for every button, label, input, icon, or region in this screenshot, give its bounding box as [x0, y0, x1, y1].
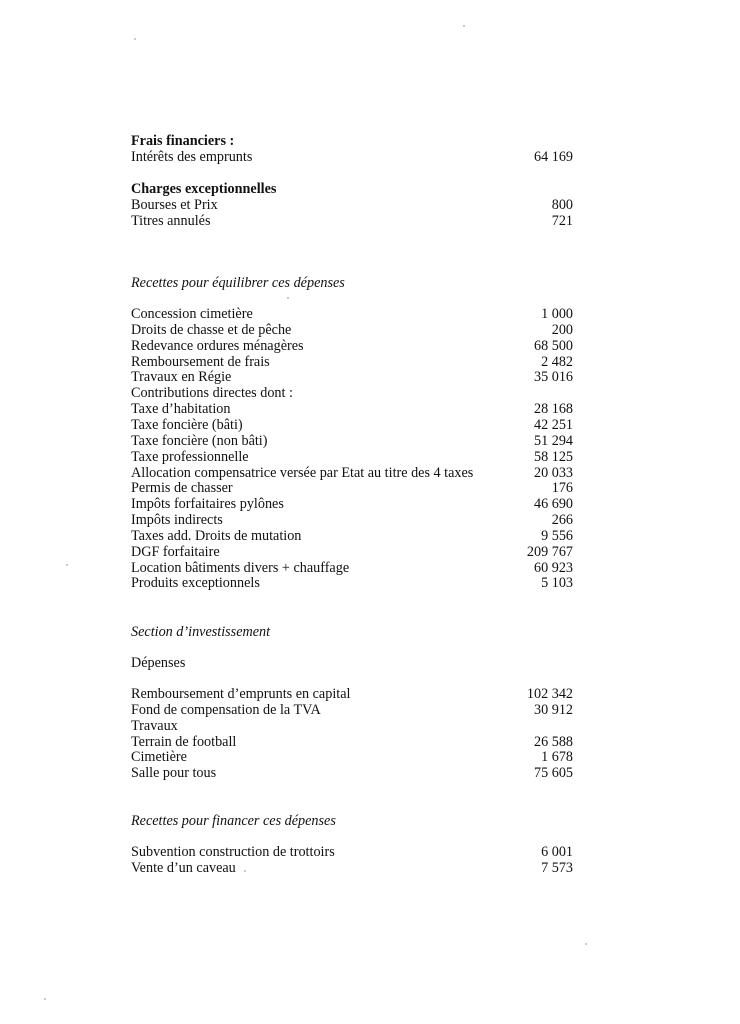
line-item-label: Remboursement de frais: [131, 353, 270, 370]
line-item-label: Taxe foncière (bâti): [131, 416, 243, 433]
line-item-label: Salle pour tous: [131, 765, 217, 782]
line-item: [131, 496, 573, 512]
line-item-label: Contributions directes dont :: [131, 385, 293, 402]
line-item: [131, 369, 573, 385]
line-item-amount: 6 001: [541, 844, 573, 860]
line-item-label: Subvention construction de trottoirs: [131, 844, 335, 860]
line-item-amount: 800: [551, 197, 573, 213]
line-item: [131, 544, 573, 560]
section-heading-text: Recettes pour équilibrer ces dépenses: [131, 275, 345, 291]
line-item-amount: 5 103: [541, 575, 573, 592]
scan-speck: [287, 297, 289, 299]
line-item-amount: 30 912: [533, 701, 573, 718]
section-heading: [131, 655, 573, 671]
line-item: [131, 860, 573, 876]
line-item-amount: 35 016: [533, 369, 573, 386]
section-heading: [131, 275, 573, 291]
line-item-label: Vente d’un caveau: [131, 859, 236, 876]
line-item: [131, 560, 573, 576]
line-item-amount: 1 000: [541, 306, 573, 322]
section-heading-text: Charges exceptionnelles: [131, 181, 277, 197]
line-item-amount: 7 573: [541, 859, 573, 876]
line-item-amount: 176: [551, 480, 573, 497]
line-item: [131, 149, 573, 165]
line-item: [131, 322, 573, 338]
line-item: [131, 718, 573, 734]
line-item-label: DGF forfaitaire: [131, 543, 220, 560]
line-item: [131, 465, 573, 481]
line-item-label: Impôts forfaitaires pylônes: [131, 496, 284, 513]
line-item-label: Intérêts des emprunts: [131, 149, 253, 165]
line-item-amount: 75 605: [533, 765, 573, 782]
line-item-amount: 64 169: [533, 149, 573, 165]
line-item-label: Travaux en Régie: [131, 369, 232, 386]
section-heading: [131, 624, 573, 640]
section-heading: [131, 813, 573, 829]
line-item-label: Cimetière: [131, 749, 187, 766]
line-item-label: Redevance ordures ménagères: [131, 337, 304, 354]
section-heading-text: Section d’investissement: [131, 624, 271, 640]
scan-speck: [463, 25, 465, 27]
line-item: [131, 844, 573, 860]
line-item-amount: 60 923: [533, 559, 573, 576]
line-item: [131, 449, 573, 465]
scan-speck: [44, 998, 46, 1000]
line-item-amount: 42 251: [533, 416, 573, 433]
line-item-label: Fond de compensation de la TVA: [131, 701, 321, 718]
line-item-amount: 102 342: [526, 686, 573, 702]
line-item: [131, 702, 573, 718]
line-item-amount: 58 125: [533, 448, 573, 465]
line-item-amount: 68 500: [533, 337, 573, 354]
line-item: [131, 749, 573, 765]
scan-speck: [134, 38, 136, 40]
scan-speck: [244, 870, 246, 872]
line-item-amount: 28 168: [533, 401, 573, 418]
line-item-label: Allocation compensatrice versée par Etat au titre des 4 taxes: [131, 464, 474, 481]
line-item-amount: 46 690: [533, 496, 573, 513]
line-item-label: Impôts indirects: [131, 512, 223, 529]
line-item: [131, 213, 573, 229]
scan-speck: [585, 943, 587, 945]
line-item-label: Taxe foncière (non bâti): [131, 432, 268, 449]
line-item: [131, 197, 573, 213]
line-item-amount: 200: [551, 321, 573, 338]
line-item-label: Location bâtiments divers + chauffage: [131, 559, 350, 576]
line-item-label: Travaux: [131, 717, 178, 734]
line-item-amount: 721: [551, 212, 573, 229]
line-item: [131, 734, 573, 750]
line-item: [131, 385, 573, 401]
line-item-label: Concession cimetière: [131, 306, 253, 322]
section-heading: [131, 133, 573, 149]
line-item-label: Permis de chasser: [131, 480, 233, 497]
line-item-amount: 20 033: [533, 464, 573, 481]
line-item: [131, 686, 573, 702]
line-item-label: Remboursement d’emprunts en capital: [131, 686, 351, 702]
line-item: [131, 528, 573, 544]
line-item: [131, 433, 573, 449]
line-item-amount: 2 482: [541, 353, 573, 370]
line-item-label: Taxe d’habitation: [131, 401, 231, 418]
line-item-label: Taxe professionnelle: [131, 448, 249, 465]
line-item-amount: 26 588: [533, 733, 573, 750]
line-item: [131, 575, 573, 591]
line-item-label: Taxes add. Droits de mutation: [131, 527, 302, 544]
line-item: [131, 401, 573, 417]
line-item: [131, 480, 573, 496]
line-item-label: Bourses et Prix: [131, 197, 218, 213]
line-item: [131, 338, 573, 354]
line-item-amount: 9 556: [541, 527, 573, 544]
line-item-amount: 266: [551, 512, 573, 529]
section-heading-text: Dépenses: [131, 655, 186, 671]
line-item: [131, 306, 573, 322]
line-item: [131, 765, 573, 781]
line-item-label: Titres annulés: [131, 212, 211, 229]
line-item-amount: 209 767: [526, 543, 573, 560]
line-item-amount: 1 678: [541, 749, 573, 766]
line-item-label: Droits de chasse et de pêche: [131, 321, 292, 338]
section-heading: [131, 181, 573, 197]
line-item: [131, 354, 573, 370]
scan-speck: [66, 564, 68, 566]
line-item-label: Produits exceptionnels: [131, 575, 260, 592]
line-item-label: Terrain de football: [131, 733, 237, 750]
line-item: [131, 417, 573, 433]
line-item-amount: 51 294: [533, 432, 573, 449]
line-item: [131, 512, 573, 528]
section-heading-text: Recettes pour financer ces dépenses: [131, 813, 336, 829]
section-heading-text: Frais financiers :: [131, 133, 235, 149]
